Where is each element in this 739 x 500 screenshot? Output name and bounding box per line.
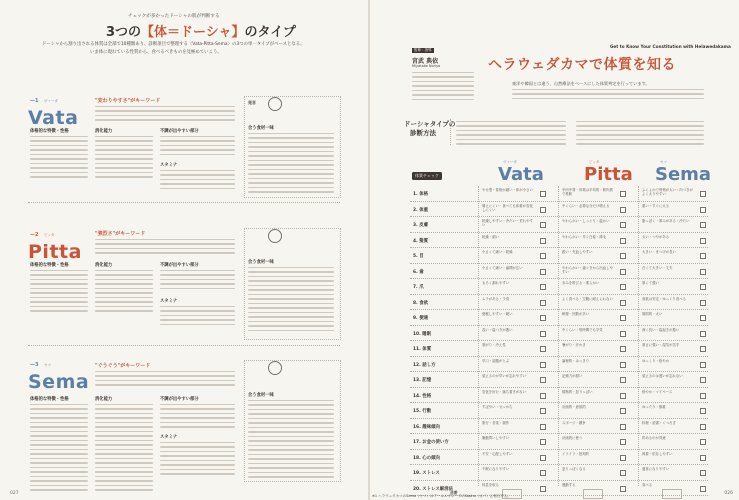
row-label: 20. ストレス解消法 [413, 486, 453, 492]
vata-keyword-text [95, 106, 235, 124]
row-label: 14. 性格 [413, 393, 432, 399]
checkbox-sema[interactable] [700, 269, 706, 275]
checkbox-pitta[interactable] [620, 191, 626, 197]
checkbox-sema[interactable] [700, 486, 706, 492]
right-page [370, 0, 739, 500]
col-head-pitta: Pitta [584, 164, 633, 185]
en-heading: Get to Know Your Constitution with Helawedakama [610, 44, 731, 49]
column-divider [478, 186, 479, 486]
cell-sema: 覚えるのは遅いが忘れない [642, 374, 683, 378]
sema-trouble-heading: 不調が出やすい部分 [160, 397, 199, 402]
checkbox-vata[interactable] [540, 393, 546, 399]
cell-vata: ムラがある・少食 [482, 296, 510, 301]
sema-number-sub: セマ [44, 363, 51, 367]
table-row [410, 372, 708, 388]
sema-body-heading: 体格的な特徴・性格 [30, 397, 69, 402]
checkbox-pitta[interactable] [620, 346, 626, 352]
cell-sema: 過食になりやすい [642, 467, 670, 471]
cell-sema: 大きい・まつげが長い [642, 250, 676, 254]
vata-diet-heading: 合う食材一味 [248, 126, 274, 131]
table-row [410, 248, 708, 264]
table-row [410, 341, 708, 357]
pitta-digestion-text [95, 270, 153, 315]
vata-digestion-text [95, 136, 153, 181]
checkbox-vata[interactable] [540, 408, 546, 414]
checkbox-pitta[interactable] [620, 300, 626, 306]
right-title: ヘラウェダカマで体質を知る [488, 57, 676, 73]
row-label: 11. 体質 [413, 347, 432, 352]
checkbox-pitta[interactable] [620, 470, 626, 476]
table-row [410, 357, 708, 373]
checkbox-sema[interactable] [700, 284, 706, 290]
cell-pitta: 情熱的・怒りっぽい [562, 389, 593, 394]
col-kana-sema: セマ [660, 160, 667, 164]
checkbox-pitta[interactable] [620, 284, 626, 290]
cell-sema: 深く長い・寝起きが悪い [642, 327, 680, 332]
footnote: ※1 ヘラウェダカマのSema（セマ）はアーユルヴェーダのKapha（カパ）に相当する。 [372, 494, 511, 498]
checkbox-sema[interactable] [700, 362, 706, 368]
checkbox-sema[interactable] [700, 455, 706, 461]
row-label: 6. 歯 [413, 269, 424, 275]
table-row [410, 434, 708, 450]
checkbox-sema[interactable] [700, 439, 706, 445]
cell-sema: 料理・読書・くつろぎ [642, 420, 676, 425]
vata-trouble-text [160, 136, 235, 158]
checkbox-vata[interactable] [540, 331, 546, 337]
cell-pitta: やわらかい・しっとり・温かい [562, 219, 610, 223]
sema-trouble-text [160, 404, 235, 431]
author-name: 宮武 典依 [412, 58, 439, 65]
sema-stamina-heading: スタミナ [160, 435, 178, 440]
table-row [410, 186, 708, 202]
vata-yes-label: 発言 [248, 100, 256, 105]
vata-trouble-heading: 不調が出やすい部分 [160, 129, 199, 134]
checkbox-vata[interactable] [540, 300, 546, 306]
checkbox-vata[interactable] [540, 315, 546, 321]
checkbox-sema[interactable] [700, 238, 706, 244]
cell-pitta: 運動する [562, 482, 576, 487]
checkbox-sema[interactable] [700, 408, 706, 414]
cell-vata: もろく割れやすい [482, 281, 510, 285]
vata-diet-text [248, 133, 334, 196]
checkbox-pitta[interactable] [620, 486, 626, 492]
checkbox-vata[interactable] [540, 377, 546, 383]
cell-sema: 規則的・太い [642, 312, 663, 316]
cell-vata: 覚えるのが早いが忘れやすい [482, 374, 527, 378]
cell-pitta: 暑がり・汗かき [562, 343, 586, 347]
pitta-stamina-heading: スタミナ [160, 299, 178, 304]
checkbox-vata[interactable] [540, 470, 546, 476]
cell-pitta: イライラ・批判的 [562, 451, 590, 456]
cell-vata: 小さくて細い・歯間が広い [482, 265, 523, 270]
cell-pitta: 計画的に使う [562, 436, 583, 440]
vata-digestion-heading: 消化能力 [95, 129, 113, 134]
checkbox-pitta[interactable] [620, 207, 626, 213]
cell-vata: 浅い・寝つきが悪い [482, 327, 513, 332]
col-head-sema: Sema [655, 164, 712, 185]
cell-pitta: 赤みを帯びる・柔らかい [562, 281, 600, 285]
left-page [0, 0, 369, 500]
cell-vata: 便秘しやすい・硬い [482, 312, 513, 316]
row-label: 3. 皮膚 [413, 223, 429, 228]
col-head-vata: Vata [498, 164, 544, 185]
total-box-sema[interactable] [662, 489, 682, 499]
pitta-diet-heading: 合う食材一味 [248, 260, 274, 265]
row-label: 18. 心の傾向 [413, 455, 440, 461]
checkbox-vata[interactable] [540, 424, 546, 430]
left-title-mark: 【体＝ドーシャ】 [141, 25, 245, 40]
checkbox-pitta[interactable] [620, 253, 626, 259]
row-label: 2. 体重 [413, 207, 429, 213]
cell-vata: 寒がり・冷え性 [482, 343, 506, 347]
cell-pitta: 鋭い・充血しやすい [562, 250, 593, 254]
vata-keyword: "変わりやすさ"がキーワード [95, 98, 161, 104]
pitta-keyword-text [95, 239, 235, 257]
pitta-trouble-heading: 不調が出やすい部分 [160, 263, 199, 268]
cell-vata: 乾燥・細い [482, 234, 499, 239]
method-box-rule [450, 119, 451, 145]
sema-body-text [30, 404, 88, 494]
pitta-diet-text [248, 267, 334, 334]
cell-pitta: 怒りっぽくなる [562, 467, 586, 471]
vata-body-heading: 体格的な特徴・性格 [30, 129, 69, 134]
checkbox-pitta[interactable] [620, 455, 626, 461]
cell-pitta: やわらかい・歯ぐきから出血しやすい [562, 265, 613, 274]
checkbox-vata[interactable] [540, 362, 546, 368]
cell-sema: 寒さに強い・湿気が苦手 [642, 343, 680, 347]
sema-keyword-text [95, 371, 235, 389]
row-label: 9. 便通 [413, 316, 429, 321]
checkbox-sema[interactable] [700, 315, 706, 321]
row-label: 19. ストレス [413, 471, 440, 476]
pitta-dosha-diagram-icon [268, 229, 282, 243]
checkbox-pitta[interactable] [620, 377, 626, 383]
cell-vata: 乾燥しやすい・冷たい・荒れやすい [482, 219, 533, 228]
row-label: 12. 話し方 [413, 362, 436, 368]
checkbox-vata[interactable] [540, 269, 546, 275]
left-kicker: チェックが多かったドーシャの肌が判断する [128, 14, 220, 19]
column-divider [638, 186, 639, 486]
checkbox-pitta[interactable] [620, 331, 626, 337]
cell-pitta: 中くらい・短時間でも平気 [562, 327, 603, 332]
cell-pitta: よく食べる・空腹に耐えられない [562, 296, 613, 301]
method-box-title-1: ドーシャタイプの [404, 120, 456, 128]
checkbox-sema[interactable] [700, 424, 706, 430]
row-label: 7. 爪 [413, 285, 424, 290]
right-intro: 東洋や韓国とは違う、自然療法をベースにした体質判定を行っています。 [512, 81, 650, 86]
cell-sema: 重い・すぐに太る [642, 203, 670, 208]
total-label: 合計 [450, 490, 458, 495]
checkbox-vata[interactable] [540, 439, 546, 445]
cell-sema: ゆったり・慎重 [642, 405, 666, 409]
checkbox-sema[interactable] [700, 253, 706, 259]
checkbox-pitta[interactable] [620, 424, 626, 430]
table-row [410, 403, 708, 419]
cell-vata: 変化を好む・落ち着きがない [482, 389, 527, 394]
total-box-pitta[interactable] [583, 489, 603, 499]
check-table [410, 186, 708, 496]
pitta-name: Pitta [28, 241, 82, 263]
checkbox-pitta[interactable] [620, 269, 626, 275]
table-row [410, 310, 708, 326]
cell-pitta: スポーツ・競争 [562, 420, 586, 425]
cell-vata: 早口・話題がとぶ [482, 358, 510, 363]
pitta-stamina-text [160, 306, 235, 328]
author-sub: Miyatake Noriyo [412, 64, 441, 68]
vata-body-text [30, 136, 88, 181]
vata-stamina-text [160, 170, 235, 192]
cell-vata: やせ型・骨格が細い・体が小さい [482, 188, 533, 192]
table-row [410, 326, 708, 342]
table-row [410, 233, 708, 249]
section-divider-2 [28, 345, 340, 346]
vata-number-sub: ヴァータ [44, 99, 58, 103]
checkbox-pitta[interactable] [620, 238, 626, 244]
left-lead: ドーシャから割り出される体質は全部で10種類あり、診断項目で整理する〈Vata-Pitta-Sema〉の3つの単一タイプがベースとなる。 [42, 42, 305, 47]
cell-vata: 衝動買いしやすい [482, 436, 510, 440]
checkbox-sema[interactable] [700, 331, 706, 337]
checkbox-sema[interactable] [700, 300, 706, 306]
table-row [410, 279, 708, 295]
method-box-title-2: 診断方法 [410, 129, 436, 137]
sema-number: —3 [30, 362, 39, 368]
left-lead2: いま体に現れている性質から、食べるべきものを見極めていこう。 [90, 50, 222, 55]
sema-diet-heading: 合う食材一味 [248, 393, 274, 398]
checkbox-pitta[interactable] [620, 362, 626, 368]
author-tag: 監修・指導 [414, 48, 432, 52]
checkbox-vata[interactable] [540, 253, 546, 259]
cell-vata: 旅行・音楽・創作 [482, 420, 510, 425]
cell-sema: 執着・依存しやすい [642, 451, 673, 456]
cell-pitta: やわらかい・早く白髪・薄毛 [562, 234, 607, 239]
sema-dosha-diagram-icon [268, 361, 282, 375]
method-text-1 [456, 121, 566, 148]
checkbox-vata[interactable] [540, 284, 546, 290]
checkbox-sema[interactable] [700, 191, 706, 197]
checkbox-pitta[interactable] [620, 315, 626, 321]
table-row [410, 217, 708, 233]
col-kana-vata: ヴァータ [503, 160, 517, 164]
vata-stamina-heading: スタミナ [160, 163, 178, 168]
checkbox-vata[interactable] [540, 238, 546, 244]
cell-pitta: 中肉中背・体格は平均的・筋肉質で柔軟 [562, 188, 613, 197]
checkbox-pitta[interactable] [620, 408, 626, 414]
cell-sema: 食べる [642, 482, 653, 487]
row-label: 17. お金の使い方 [413, 440, 449, 445]
table-row [410, 419, 708, 435]
pitta-keyword: "強烈さ"がキーワード [95, 231, 146, 237]
row-label: 4. 髪質 [413, 238, 429, 244]
cell-pitta: 中くらい・必要な分だけ増える [562, 203, 610, 208]
cell-sema: 貯めるのが得意 [642, 436, 666, 440]
right-page-number: 026 [724, 491, 733, 496]
row-label: 10. 睡眠 [413, 331, 432, 337]
vata-name: Vata [28, 107, 79, 129]
cell-vata: 不眠になりやすい [482, 467, 510, 471]
checkbox-vata[interactable] [540, 346, 546, 352]
checkbox-vata[interactable] [540, 455, 546, 461]
table-row [410, 450, 708, 466]
cell-sema: ゆっくり・穏やか [642, 358, 670, 363]
table-row [410, 264, 708, 280]
table-row [410, 388, 708, 404]
table-row [410, 295, 708, 311]
sema-name: Sema [28, 371, 90, 393]
vata-dosha-diagram-icon [268, 97, 282, 111]
checkbox-sema[interactable] [700, 470, 706, 476]
checkbox-sema[interactable] [700, 346, 706, 352]
right-intro-more [512, 89, 704, 102]
checkbox-pitta[interactable] [620, 222, 626, 228]
checkbox-vata[interactable] [540, 486, 546, 492]
pitta-trouble-text [160, 270, 235, 292]
cell-sema: 食欲は安定・ゆっくり食べる [642, 296, 687, 301]
left-title-prefix: 3つの [106, 25, 142, 40]
cell-sema: 厚くて強い [642, 281, 659, 285]
left-page-number: 027 [10, 491, 19, 496]
cell-vata: 休息を取る [482, 482, 499, 487]
checkbox-pitta[interactable] [620, 439, 626, 445]
checkbox-pitta[interactable] [620, 393, 626, 399]
check-header: 体質チェック [412, 172, 442, 180]
section-divider [28, 202, 340, 203]
pitta-body-heading: 体格的な特徴・性格 [30, 263, 69, 268]
cell-pitta: 論理的・はっきり [562, 358, 590, 363]
cell-vata: 増えにくい・食べても体重が変化しにくい [482, 203, 533, 212]
row-label: 16. 趣味傾向 [413, 424, 440, 430]
cell-sema: ふくよかで骨格が太い・肉づきがよく太りやすい [642, 188, 693, 197]
cell-sema: 脂っぽく・厚みがある・冷たい [642, 219, 690, 223]
checkbox-sema[interactable] [700, 377, 706, 383]
sema-keyword: "ぐうぐう"がキーワード [95, 363, 151, 369]
pitta-number-sub: ピッタ [44, 233, 55, 237]
sema-diet-text [248, 400, 334, 481]
cell-vata: 不安・心配しやすい [482, 451, 513, 456]
row-label: 1. 体格 [413, 192, 429, 197]
left-title-suffix: のタイプ [244, 25, 296, 40]
pitta-number: —2 [30, 232, 39, 238]
sema-stamina-text [160, 442, 235, 478]
row-label: 8. 食欲 [413, 300, 429, 306]
checkbox-sema[interactable] [700, 207, 706, 213]
cell-pitta: 計画的・意欲的 [562, 405, 586, 409]
vata-number: —1 [30, 98, 39, 104]
cell-pitta: 記憶力が鋭い [562, 374, 583, 378]
cell-sema: 白くて大きい・丈夫 [642, 265, 673, 270]
column-divider [558, 186, 559, 486]
row-label: 15. 行動 [413, 409, 432, 414]
cell-vata: 小さくて細い・乾燥 [482, 250, 513, 254]
checkbox-vata[interactable] [540, 207, 546, 213]
checkbox-sema[interactable] [700, 393, 706, 399]
row-label: 13. 記憶 [413, 378, 432, 383]
pitta-digestion-heading: 消化能力 [95, 263, 113, 268]
cell-sema: 穏やか・マイペース [642, 389, 673, 394]
cell-pitta: 軟便・回数が多い [562, 312, 590, 316]
checkbox-sema[interactable] [700, 222, 706, 228]
sema-digestion-heading: 消化能力 [95, 397, 113, 402]
cell-vata: すばやい・せっかち [482, 405, 513, 409]
method-text-2 [576, 121, 704, 148]
cell-sema: 太い・つやがある [642, 234, 670, 239]
row-label: 5. 目 [413, 254, 424, 259]
checkbox-vata[interactable] [540, 222, 546, 228]
author-bio [412, 72, 474, 103]
table-row [410, 465, 708, 481]
table-row [410, 202, 708, 218]
sema-digestion-text [95, 404, 153, 494]
checkbox-vata[interactable] [540, 191, 546, 197]
pitta-body-text [30, 270, 88, 315]
col-kana-pitta: ピッタ [589, 160, 600, 164]
left-title [106, 21, 296, 40]
